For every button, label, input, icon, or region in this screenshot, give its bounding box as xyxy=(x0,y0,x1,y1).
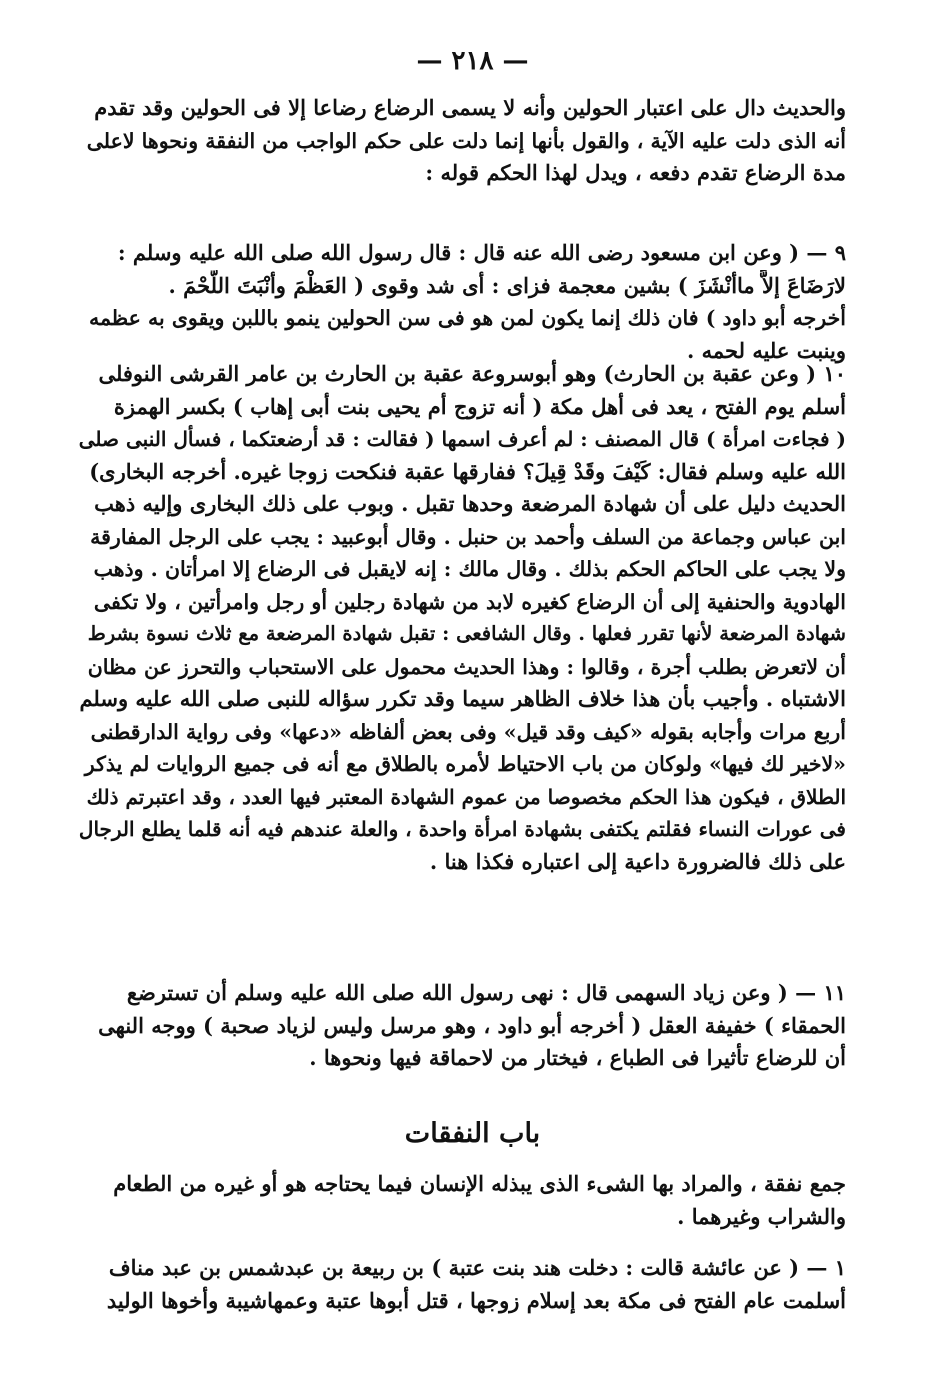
text-line: وينبت عليه لحمه . xyxy=(687,337,846,363)
text-line: «لاخير لك فيها» ولوكان من باب الاحتياط لأمره بالطلاق مع أنه فى جميع الروايات لم يذكر xyxy=(84,752,846,776)
paragraph-hadith-10 xyxy=(78,358,846,976)
text-line: الهادوية والحنفية إلى أن الرضاع كغيره لابد من شهادة رجلين أو رجل وامرأتين ، ولا تكفى xyxy=(93,589,846,614)
text-line: والشراب وغيرهما . xyxy=(677,1203,846,1229)
text-line: الحديث دليل على أن شهادة المرضعة وحدها تقبل . وبوب على ذلك البخارى وإليه ذهب xyxy=(94,491,846,516)
text-line: شهادة المرضعة لأنها تقرر فعلها . وقال الشافعى : تقبل شهادة المرضعة مع ثلاث نسوة بشرط xyxy=(87,622,846,645)
text-line: الطلاق ، فيكون هذا الحكم مخصوصا من عموم الشهادة المعتبر فيها العدد ، وقد اعتبرتم ذلك xyxy=(86,784,846,809)
text-line: مدة الرضاع تقدم دفعه ، ويدل لهذا الحكم قوله : xyxy=(425,160,846,185)
page-number: — ٢١٨ — xyxy=(416,46,529,76)
text-line: على ذلك فالضرورة داعية إلى اعتباره فكذا هنا . xyxy=(429,848,846,874)
text-line: أسلم يوم الفتح ، يعد فى أهل مكة ( أنه تزوج أم يحيى بنت أبى إهاب ) بكسر الهمزة xyxy=(113,393,846,419)
text-line: فى عورات النساء فقلتم يكتفى بشهادة امرأة واحدة ، والعلة عندهم فيه أنه قلما يطلع الرجال xyxy=(78,817,846,841)
paragraph-nafaqat-definition xyxy=(78,1168,846,1233)
text-line xyxy=(78,878,846,911)
text-line: جمع نفقة ، والمراد بها الشىء الذى يبذله الإنسان فيما يحتاجه هو أو غيره من الطعام xyxy=(113,1171,846,1196)
text-line: أنه الذى دلت عليه الآية ، والقول بأنها إنما دلت على حكم الواجب من النفقة ونحوها لاعلى xyxy=(86,128,846,153)
paragraph-hadith-9 xyxy=(78,237,846,367)
section-heading: باب النفقات xyxy=(404,1118,541,1149)
text-line: لارَضَاعَ إلاَّ ماأنْشَزَ ) بشين معجمة فزاى : أى شد وقوى ( العَظْمَ وأنْبَتَ اللَّحْمَ . xyxy=(168,272,846,298)
text-line: أخرجه أبو داود ) فان ذلك إنما يكون لمن هو فى سن الحولين ينمو باللبن ويقوى به عظمه xyxy=(88,306,846,330)
text-line: الله عليه وسلم فقال: كَيْفَ وقَدْ قِيلَ؟ ففارقها عقبة فنكحت زوجا غيره. أخرجه البخارى) xyxy=(89,458,846,484)
text-line: ١ — ( عن عائشة قالت : دخلت هند بنت عتبة ) بن ربيعة بن عبدشمس بن عبد مناف xyxy=(108,1255,846,1280)
text-line xyxy=(78,911,846,944)
text-line: ١١ — ( وعن زياد السهمى قال : نهى رسول الله صلى الله عليه وسلم أن تسترضع xyxy=(126,980,846,1005)
text-line: الاشتباه . وأجيب بأن هذا خلاف الظاهر سيما وقد تكرر سؤاله للنبى صلى الله عليه وسلم xyxy=(79,686,846,711)
text-line: أن للرضاع تأثيرا فى الطباع ، فيختار من لاحماقة فيها ونحوها . xyxy=(309,1045,846,1070)
text-line: ولا يجب على الحاكم الحكم بذلك . وقال مالك : إنه لايقبل فى الرضاع إلا امرأتان . وذهب xyxy=(93,557,846,581)
paragraph-hadith-commentary xyxy=(78,92,846,190)
text-line: ١٠ ( وعن عقبة بن الحارث) وهو أبوسروعة عقبة بن الحارث بن عامر القرشى النوفلى xyxy=(98,361,846,386)
text-line: أربع مرات وأجابه بقوله «كيف وقد قيل» وفى بعض ألفاظه «دعها» وفى رواية الدارقطنى xyxy=(90,719,846,744)
text-line: والحديث دال على اعتبار الحولين وأنه لا يسمى الرضاع رضاعا إلا فى الحولين وقد تقدم xyxy=(94,95,846,120)
text-line: ٩ — ( وعن ابن مسعود رضى الله عنه قال : قال رسول الله صلى الله عليه وسلم : xyxy=(117,240,846,265)
text-line: الحمقاء ) خفيفة العقل ( أخرجه أبو داود ، وهو مرسل وليس لزياد صحبة ) ووجه النهى xyxy=(98,1012,846,1038)
text-line: ( فجاءت امرأة ) قال المصنف : لم أعرف اسمها ( فقالت : قد أرضعتكما ، فسأل النبى صلى xyxy=(78,427,846,451)
text-line: أن لاتعرض بطلب أجرة ، وقالوا : وهذا الحديث محمول على الاستحباب والتحرز عن مظان xyxy=(87,654,846,679)
text-line: ابن عباس وجماعة من السلف وأحمد بن حنبل . وقال أبوعبيد : يجب على الرجل المفارقة xyxy=(90,524,846,549)
paragraph-hadith-11 xyxy=(78,977,846,1075)
paragraph-nafaqat-hadith-1 xyxy=(78,1252,846,1317)
text-line xyxy=(78,943,846,976)
text-line: أسلمت عام الفتح فى مكة بعد إسلام زوجها ، قتل أبوها عتبة وعمهاشيبة وأخوها الوليد xyxy=(106,1287,846,1313)
